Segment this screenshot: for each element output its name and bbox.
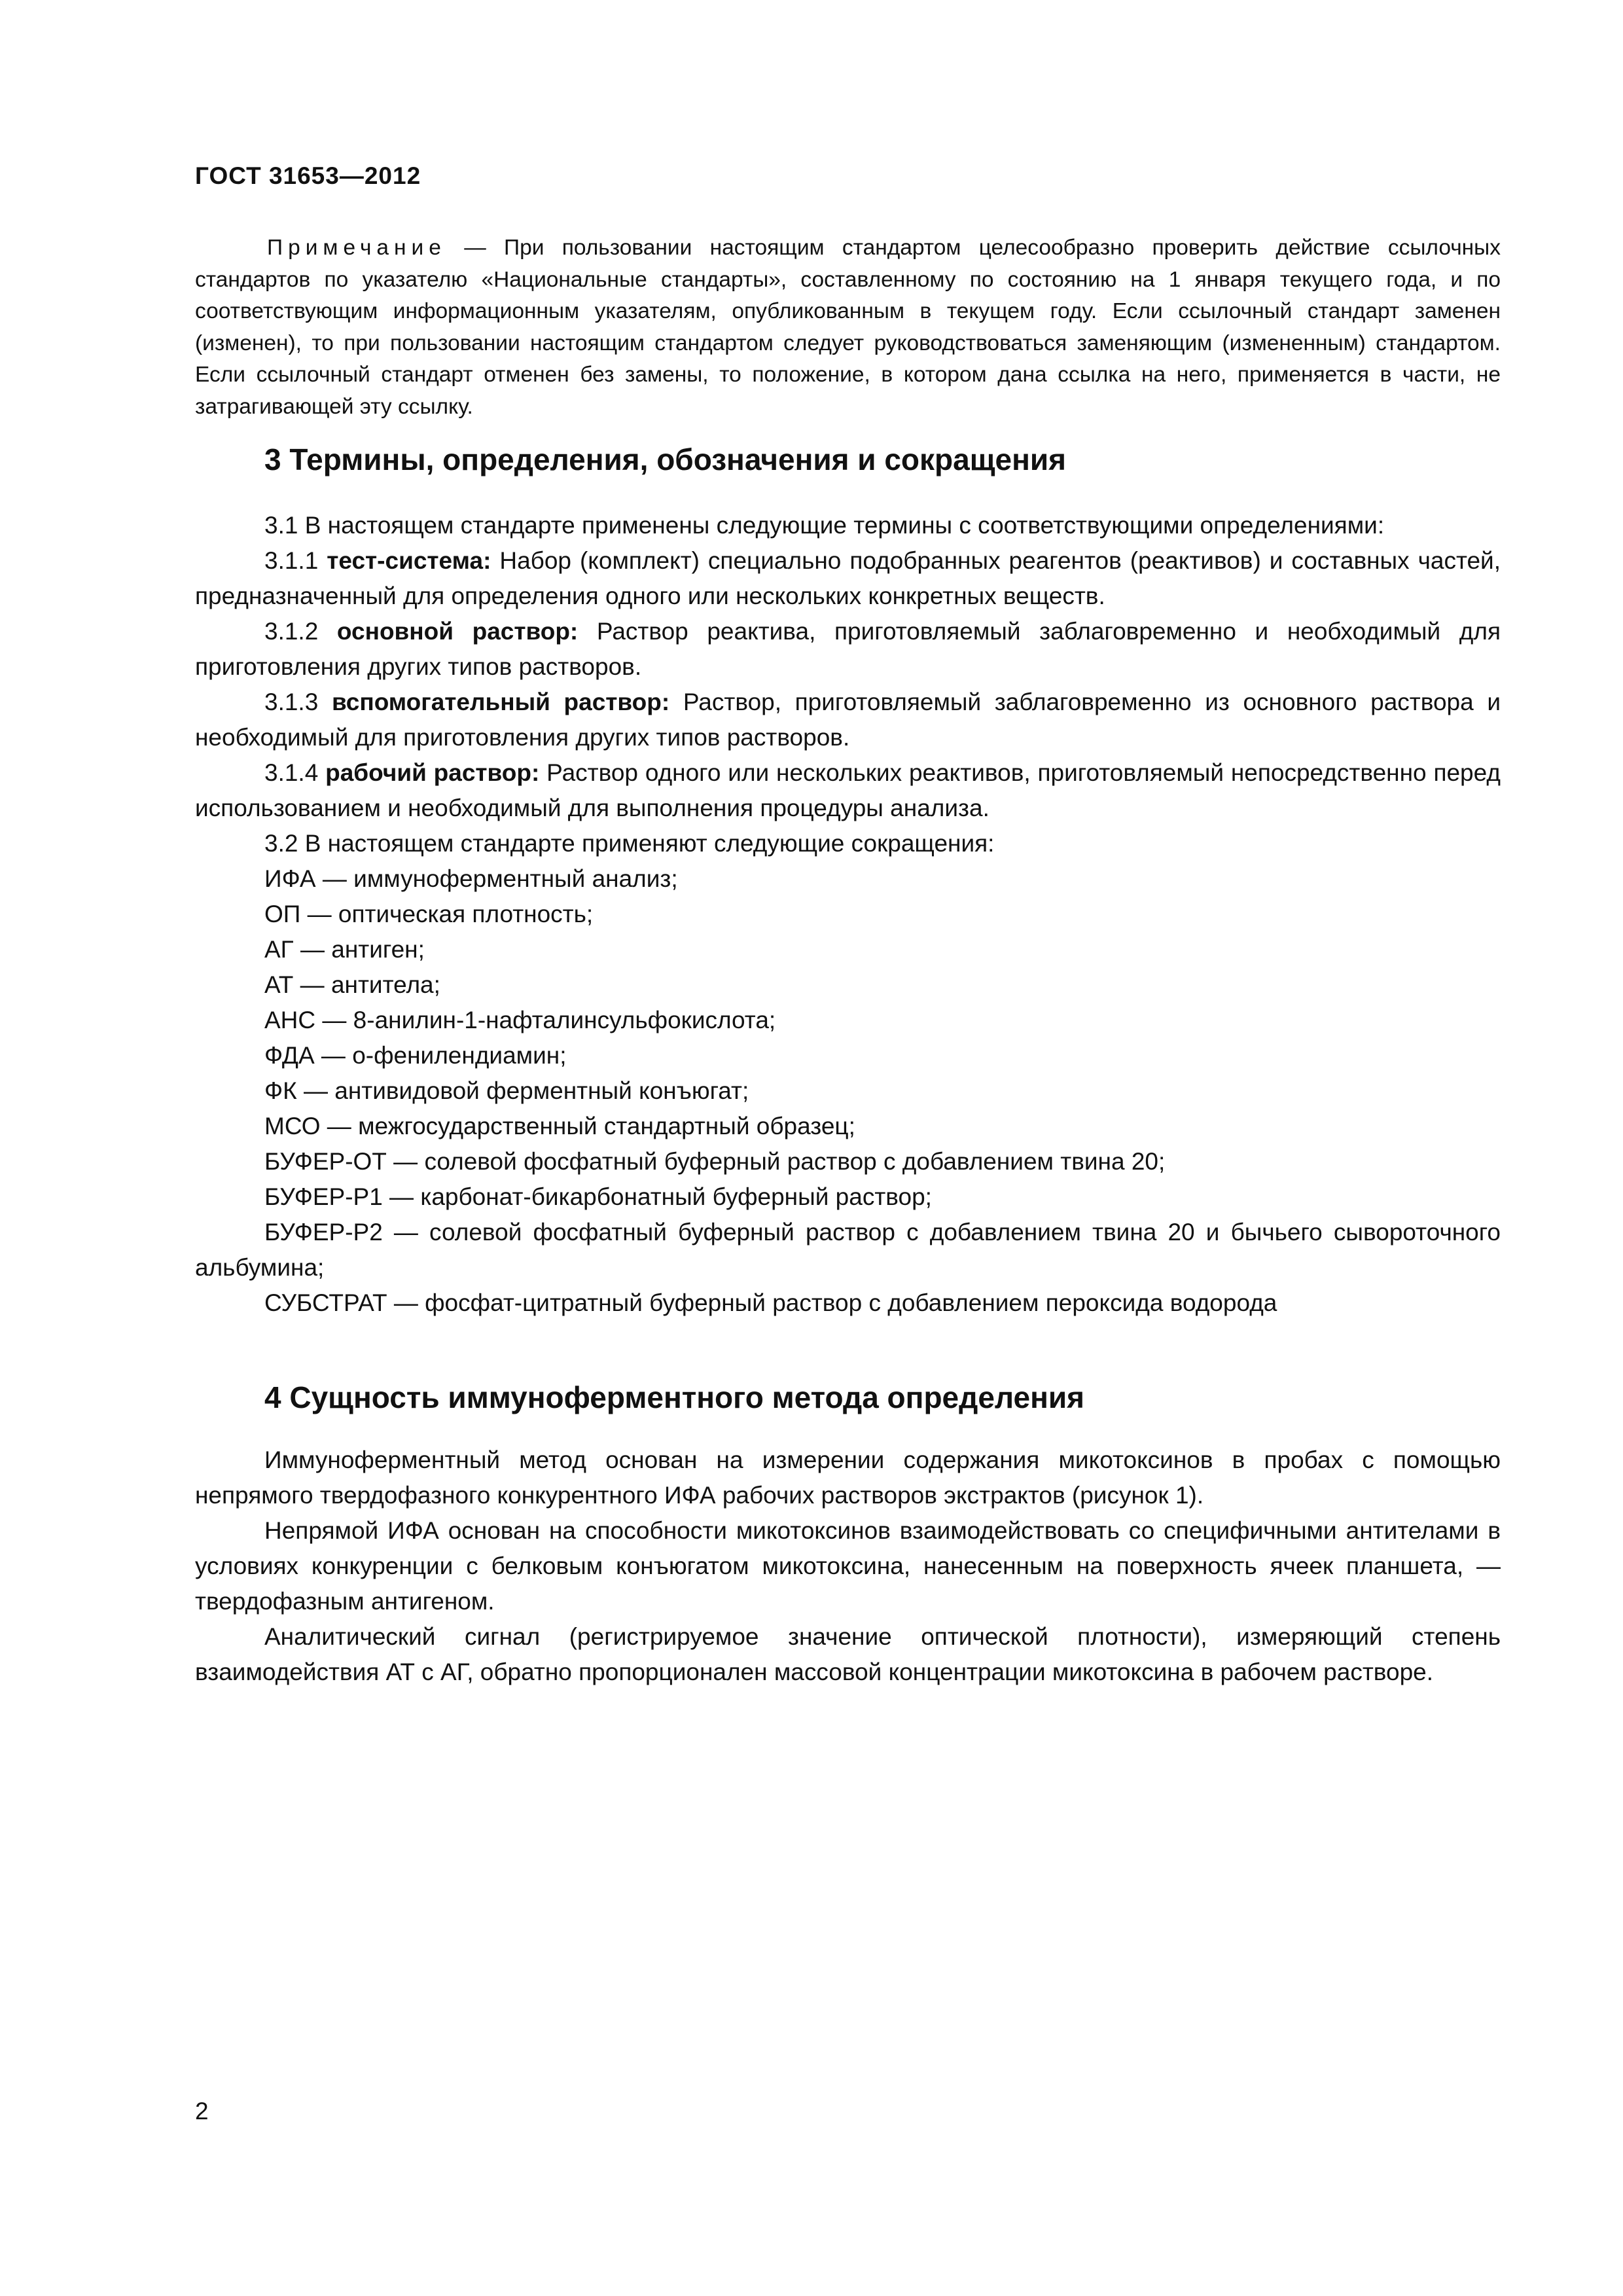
abbreviation-item: БУФЕР-Р2 — солевой фосфатный буферный раствор с добавлением твина 20 и бычьего сывороточного альбумина; xyxy=(195,1219,1501,1281)
term-definition: Раствор одного или нескольких реактивов, приготовляемый непосредственно перед использованием и необходимый для выполнения процедуры анализа. xyxy=(195,759,1501,821)
term-number: 3.1.3 xyxy=(264,689,332,715)
document-code: ГОСТ 31653—2012 xyxy=(195,162,421,189)
term-3-1-3 xyxy=(195,685,1501,755)
abbreviation-item: ИФА — иммуноферментный анализ; xyxy=(264,865,678,892)
section-4-body xyxy=(195,1443,1501,1690)
term-number: 3.1.1 xyxy=(264,547,327,574)
term-number: 3.1.4 xyxy=(264,759,326,786)
term-name: тест-система: xyxy=(327,547,491,574)
abbreviation-item: ФДА — о-фенилендиамин; xyxy=(264,1042,567,1069)
term-definition: Раствор реактива, приготовляемый заблаговременно и необходимый для приготовления других типов растворов. xyxy=(195,618,1501,680)
abbreviation-item: АГ — антиген; xyxy=(264,936,425,963)
abbreviation-item: БУФЕР-Р1 — карбонат-бикарбонатный буферный раствор; xyxy=(264,1183,932,1210)
term-definition: Раствор, приготовляемый заблаговременно из основного раствора и необходимый для приготовления других типов растворов. xyxy=(195,689,1501,751)
abbreviation-item: БУФЕР-ОТ — солевой фосфатный буферный раствор с добавлением твина 20; xyxy=(264,1148,1166,1175)
abbreviation-item: ФК — антивидовой ферментный конъюгат; xyxy=(264,1077,749,1104)
note-label: Примечание xyxy=(267,236,446,260)
term-name: основной раствор: xyxy=(336,618,579,645)
section-3-body xyxy=(195,508,1501,1321)
abbreviation-item: АТ — антитела; xyxy=(264,971,440,998)
section-4-title: 4 Сущность иммуноферментного метода определения xyxy=(264,1380,1085,1414)
clause-3-2: 3.2 В настоящем стандарте применяют следующие сокращения: xyxy=(264,830,995,857)
term-3-1-2 xyxy=(195,614,1501,685)
abbreviation-item: СУБСТРАТ — фосфат-цитратный буферный раствор с добавлением пероксида водорода xyxy=(264,1289,1277,1316)
section-3-title: 3 Термины, определения, обозначения и сокращения xyxy=(264,442,1066,476)
note-paragraph xyxy=(195,232,1501,423)
section-4-paragraph: Непрямой ИФА основан на способности микотоксинов взаимодействовать со специфичными антителами в условиях конкуренции с белковым конъюгатом микотоксина, нанесенным на поверхность ячеек планшета, — твердофазным антигеном. xyxy=(195,1517,1501,1615)
term-number: 3.1.2 xyxy=(264,618,337,645)
clause-3-1: 3.1 В настоящем стандарте применены следующие термины с соответствующими определениями: xyxy=(264,512,1385,539)
term-3-1-1 xyxy=(195,543,1501,614)
abbreviation-item: ОП — оптическая плотность; xyxy=(264,901,594,927)
section-4-paragraph: Аналитический сигнал (регистрируемое значение оптической плотности), измеряющий степень взаимодействия АТ с АГ, обратно пропорционален массовой концентрации микотоксина в рабочем растворе. xyxy=(195,1623,1501,1685)
abbreviation-item: АНС — 8-анилин-1-нафталинсульфокислота; xyxy=(264,1007,776,1033)
abbreviation-item: МСО — межгосударственный стандартный образец; xyxy=(264,1113,855,1139)
page-number: 2 xyxy=(195,2098,209,2125)
term-name: вспомогательный раствор: xyxy=(331,689,670,715)
term-3-1-4 xyxy=(195,755,1501,826)
note-text: — При пользовании настоящим стандартом целесообразно проверить действие ссылочных стандартов по указателю «Национальные стандарты», составленному по состоянию на 1 января текущего года, и по соответствующим информационным указателям, опубликованным в текущем году. Если ссылочный стандарт заменен (изменен), то при пользовании настоящим стандартом следует руководствоваться заменяющим (измененным) стандартом. Если ссылочный стандарт отменен без замены, то положение, в котором дана ссылка на него, применяется в части, не затрагивающей эту ссылку. xyxy=(195,236,1501,419)
term-definition: Набор (комплект) специально подобранных реагентов (реактивов) и составных частей, предназначенный для определения одного или нескольких конкретных веществ. xyxy=(195,547,1501,609)
term-name: рабочий раствор: xyxy=(325,759,540,786)
section-4-paragraph: Иммуноферментный метод основан на измерении содержания микотоксинов в пробах с помощью непрямого твердофазного конкурентного ИФА рабочих растворов экстрактов (рисунок 1). xyxy=(195,1446,1501,1509)
